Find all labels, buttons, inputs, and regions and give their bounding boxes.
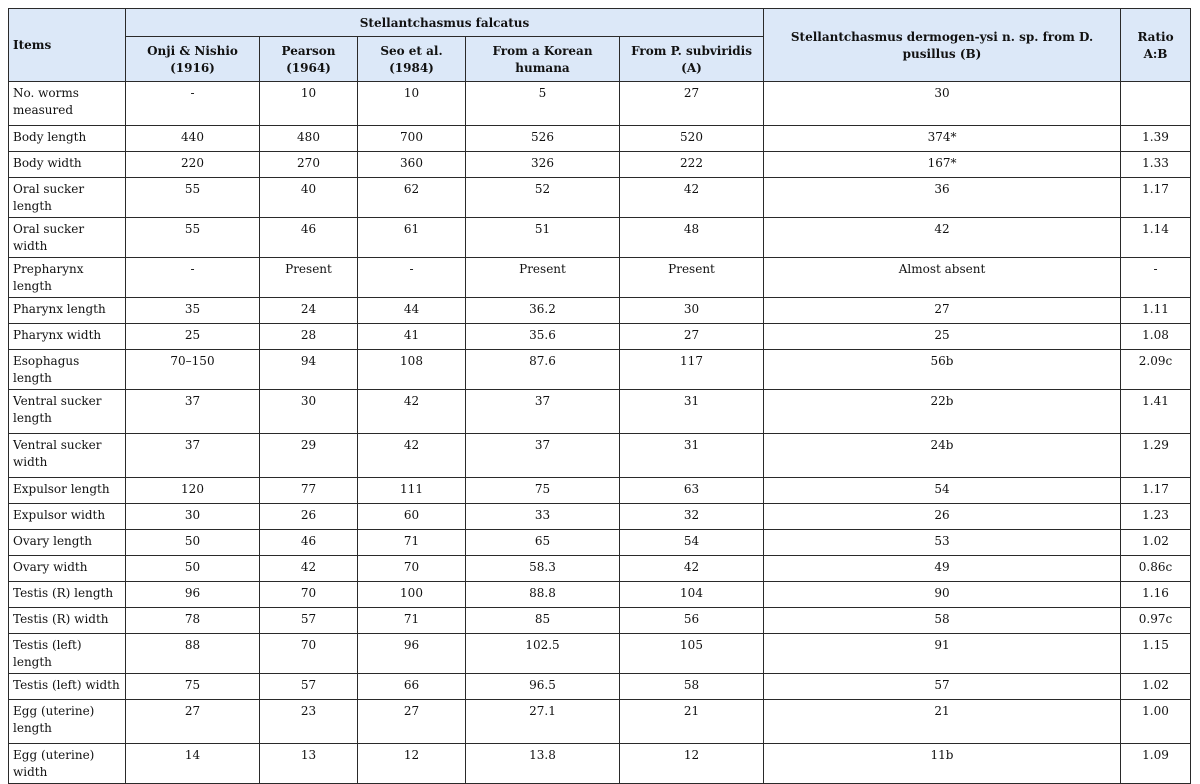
cell-seo: 10 [358, 82, 466, 126]
table-row [9, 700, 1191, 744]
cell-onji: 120 [126, 478, 260, 504]
cell-seo: 66 [358, 674, 466, 700]
cell-onji: - [126, 258, 260, 298]
cell-seo: 12 [358, 744, 466, 784]
cell-item: Egg (uterine) length [9, 700, 126, 744]
table-row [9, 608, 1191, 634]
cell-pearson: 26 [260, 504, 358, 530]
cell-onji: 37 [126, 390, 260, 434]
cell-item: Testis (left) width [9, 674, 126, 700]
cell-subviridis: 42 [620, 556, 764, 582]
cell-pearson: 94 [260, 350, 358, 390]
cell-onji: 55 [126, 178, 260, 218]
cell-korean: 36.2 [466, 298, 620, 324]
cell-subviridis: 54 [620, 530, 764, 556]
cell-seo: 41 [358, 324, 466, 350]
table-row [9, 390, 1191, 434]
cell-item: Oral sucker width [9, 218, 126, 258]
cell-subviridis: Present [620, 258, 764, 298]
cell-item: Egg (uterine) width [9, 744, 126, 784]
header-korean: From a Korean humana [466, 37, 620, 82]
cell-pearson: 70 [260, 634, 358, 674]
cell-ratio: 1.23 [1121, 504, 1191, 530]
cell-korean: 88.8 [466, 582, 620, 608]
cell-onji: 14 [126, 744, 260, 784]
cell-seo: 62 [358, 178, 466, 218]
cell-seo: - [358, 258, 466, 298]
table-row [9, 258, 1191, 298]
header-pearson: Pearson (1964) [260, 37, 358, 82]
table-row [9, 218, 1191, 258]
cell-ratio: 1.02 [1121, 530, 1191, 556]
cell-new: 36 [764, 178, 1121, 218]
cell-new: 54 [764, 478, 1121, 504]
cell-pearson: 46 [260, 218, 358, 258]
cell-pearson: 28 [260, 324, 358, 350]
cell-subviridis: 58 [620, 674, 764, 700]
cell-onji: 78 [126, 608, 260, 634]
cell-new: 22b [764, 390, 1121, 434]
cell-item: Pharynx length [9, 298, 126, 324]
header-row-group [9, 9, 1191, 37]
cell-onji: 25 [126, 324, 260, 350]
cell-seo: 42 [358, 390, 466, 434]
cell-new: 27 [764, 298, 1121, 324]
cell-korean: 35.6 [466, 324, 620, 350]
cell-korean: 5 [466, 82, 620, 126]
cell-korean: 102.5 [466, 634, 620, 674]
cell-new: 30 [764, 82, 1121, 126]
table-row [9, 434, 1191, 478]
cell-new: Almost absent [764, 258, 1121, 298]
cell-onji: 75 [126, 674, 260, 700]
cell-onji: 70–150 [126, 350, 260, 390]
cell-seo: 70 [358, 556, 466, 582]
cell-new: 56b [764, 350, 1121, 390]
cell-new: 26 [764, 504, 1121, 530]
cell-onji: 55 [126, 218, 260, 258]
cell-new: 167* [764, 152, 1121, 178]
cell-subviridis: 31 [620, 390, 764, 434]
table-row [9, 504, 1191, 530]
cell-pearson: 57 [260, 674, 358, 700]
cell-item: Oral sucker length [9, 178, 126, 218]
cell-pearson: 10 [260, 82, 358, 126]
cell-new: 58 [764, 608, 1121, 634]
cell-korean: 326 [466, 152, 620, 178]
cell-ratio: 1.09 [1121, 744, 1191, 784]
cell-ratio: - [1121, 258, 1191, 298]
cell-seo: 111 [358, 478, 466, 504]
cell-korean: 37 [466, 434, 620, 478]
cell-seo: 71 [358, 608, 466, 634]
header-seo: Seo et al. (1984) [358, 37, 466, 82]
cell-onji: 50 [126, 556, 260, 582]
table-row [9, 178, 1191, 218]
cell-korean: 75 [466, 478, 620, 504]
cell-onji: 30 [126, 504, 260, 530]
cell-subviridis: 27 [620, 324, 764, 350]
cell-korean: 58.3 [466, 556, 620, 582]
cell-seo: 700 [358, 126, 466, 152]
cell-subviridis: 56 [620, 608, 764, 634]
cell-new: 25 [764, 324, 1121, 350]
cell-onji: 88 [126, 634, 260, 674]
cell-korean: Present [466, 258, 620, 298]
comparison-table [8, 8, 1191, 784]
cell-new: 57 [764, 674, 1121, 700]
cell-seo: 44 [358, 298, 466, 324]
cell-ratio: 1.14 [1121, 218, 1191, 258]
table-row [9, 82, 1191, 126]
cell-ratio: 1.11 [1121, 298, 1191, 324]
cell-korean: 37 [466, 390, 620, 434]
cell-new: 11b [764, 744, 1121, 784]
cell-item: Testis (R) width [9, 608, 126, 634]
cell-ratio: 1.33 [1121, 152, 1191, 178]
table-row [9, 634, 1191, 674]
cell-ratio: 0.86c [1121, 556, 1191, 582]
cell-ratio: 1.08 [1121, 324, 1191, 350]
table-row [9, 324, 1191, 350]
cell-ratio: 1.00 [1121, 700, 1191, 744]
cell-ratio [1121, 82, 1191, 126]
cell-onji: - [126, 82, 260, 126]
cell-seo: 108 [358, 350, 466, 390]
header-new-species: Stellantchasmus dermogen-ysi n. sp. from D. pusillus (B) [764, 9, 1121, 82]
cell-subviridis: 21 [620, 700, 764, 744]
cell-seo: 61 [358, 218, 466, 258]
cell-item: Ovary width [9, 556, 126, 582]
cell-ratio: 1.15 [1121, 634, 1191, 674]
cell-new: 21 [764, 700, 1121, 744]
cell-onji: 96 [126, 582, 260, 608]
cell-onji: 440 [126, 126, 260, 152]
cell-seo: 96 [358, 634, 466, 674]
cell-subviridis: 105 [620, 634, 764, 674]
cell-ratio: 2.09c [1121, 350, 1191, 390]
header-subviridis: From P. subviridis (A) [620, 37, 764, 82]
cell-ratio: 1.02 [1121, 674, 1191, 700]
cell-korean: 13.8 [466, 744, 620, 784]
cell-ratio: 1.41 [1121, 390, 1191, 434]
cell-item: Testis (left) length [9, 634, 126, 674]
table-row [9, 152, 1191, 178]
cell-ratio: 1.29 [1121, 434, 1191, 478]
cell-pearson: 77 [260, 478, 358, 504]
cell-seo: 100 [358, 582, 466, 608]
header-ratio: Ratio A:B [1121, 9, 1191, 82]
cell-subviridis: 30 [620, 298, 764, 324]
cell-item: Body width [9, 152, 126, 178]
cell-korean: 52 [466, 178, 620, 218]
cell-item: Pharynx width [9, 324, 126, 350]
cell-subviridis: 27 [620, 82, 764, 126]
cell-new: 42 [764, 218, 1121, 258]
cell-pearson: Present [260, 258, 358, 298]
cell-korean: 85 [466, 608, 620, 634]
table-row [9, 582, 1191, 608]
cell-pearson: 42 [260, 556, 358, 582]
cell-subviridis: 222 [620, 152, 764, 178]
cell-pearson: 57 [260, 608, 358, 634]
cell-seo: 71 [358, 530, 466, 556]
cell-ratio: 1.39 [1121, 126, 1191, 152]
cell-ratio: 1.17 [1121, 178, 1191, 218]
table-row [9, 478, 1191, 504]
cell-subviridis: 32 [620, 504, 764, 530]
cell-subviridis: 48 [620, 218, 764, 258]
cell-korean: 65 [466, 530, 620, 556]
cell-pearson: 24 [260, 298, 358, 324]
cell-ratio: 1.16 [1121, 582, 1191, 608]
cell-item: No. worms measured [9, 82, 126, 126]
cell-new: 53 [764, 530, 1121, 556]
cell-pearson: 46 [260, 530, 358, 556]
cell-pearson: 480 [260, 126, 358, 152]
cell-onji: 35 [126, 298, 260, 324]
cell-pearson: 270 [260, 152, 358, 178]
cell-pearson: 23 [260, 700, 358, 744]
cell-onji: 37 [126, 434, 260, 478]
cell-korean: 51 [466, 218, 620, 258]
cell-subviridis: 104 [620, 582, 764, 608]
cell-korean: 96.5 [466, 674, 620, 700]
cell-new: 374* [764, 126, 1121, 152]
header-items: Items [9, 9, 126, 82]
cell-onji: 50 [126, 530, 260, 556]
cell-new: 91 [764, 634, 1121, 674]
cell-item: Expulsor length [9, 478, 126, 504]
cell-onji: 220 [126, 152, 260, 178]
cell-korean: 526 [466, 126, 620, 152]
cell-korean: 27.1 [466, 700, 620, 744]
cell-seo: 60 [358, 504, 466, 530]
cell-pearson: 13 [260, 744, 358, 784]
cell-new: 24b [764, 434, 1121, 478]
cell-subviridis: 117 [620, 350, 764, 390]
cell-pearson: 29 [260, 434, 358, 478]
cell-subviridis: 520 [620, 126, 764, 152]
table-row [9, 674, 1191, 700]
cell-item: Ventral sucker width [9, 434, 126, 478]
table-body [9, 82, 1191, 784]
cell-onji: 27 [126, 700, 260, 744]
cell-seo: 27 [358, 700, 466, 744]
cell-item: Ventral sucker length [9, 390, 126, 434]
cell-seo: 360 [358, 152, 466, 178]
cell-item: Testis (R) length [9, 582, 126, 608]
cell-pearson: 70 [260, 582, 358, 608]
table-row [9, 530, 1191, 556]
table-row [9, 298, 1191, 324]
cell-new: 49 [764, 556, 1121, 582]
table-row [9, 744, 1191, 784]
table-row [9, 350, 1191, 390]
cell-item: Body length [9, 126, 126, 152]
cell-ratio: 1.17 [1121, 478, 1191, 504]
cell-subviridis: 12 [620, 744, 764, 784]
cell-item: Prepharynx length [9, 258, 126, 298]
cell-korean: 87.6 [466, 350, 620, 390]
cell-item: Ovary length [9, 530, 126, 556]
table-row [9, 556, 1191, 582]
cell-pearson: 40 [260, 178, 358, 218]
cell-subviridis: 31 [620, 434, 764, 478]
header-group-falcatus: Stellantchasmus falcatus [126, 9, 764, 37]
cell-pearson: 30 [260, 390, 358, 434]
table-row [9, 126, 1191, 152]
cell-subviridis: 42 [620, 178, 764, 218]
cell-item: Expulsor width [9, 504, 126, 530]
cell-ratio: 0.97c [1121, 608, 1191, 634]
cell-subviridis: 63 [620, 478, 764, 504]
cell-korean: 33 [466, 504, 620, 530]
cell-item: Esophagus length [9, 350, 126, 390]
header-onji: Onji & Nishio (1916) [126, 37, 260, 82]
cell-new: 90 [764, 582, 1121, 608]
cell-seo: 42 [358, 434, 466, 478]
